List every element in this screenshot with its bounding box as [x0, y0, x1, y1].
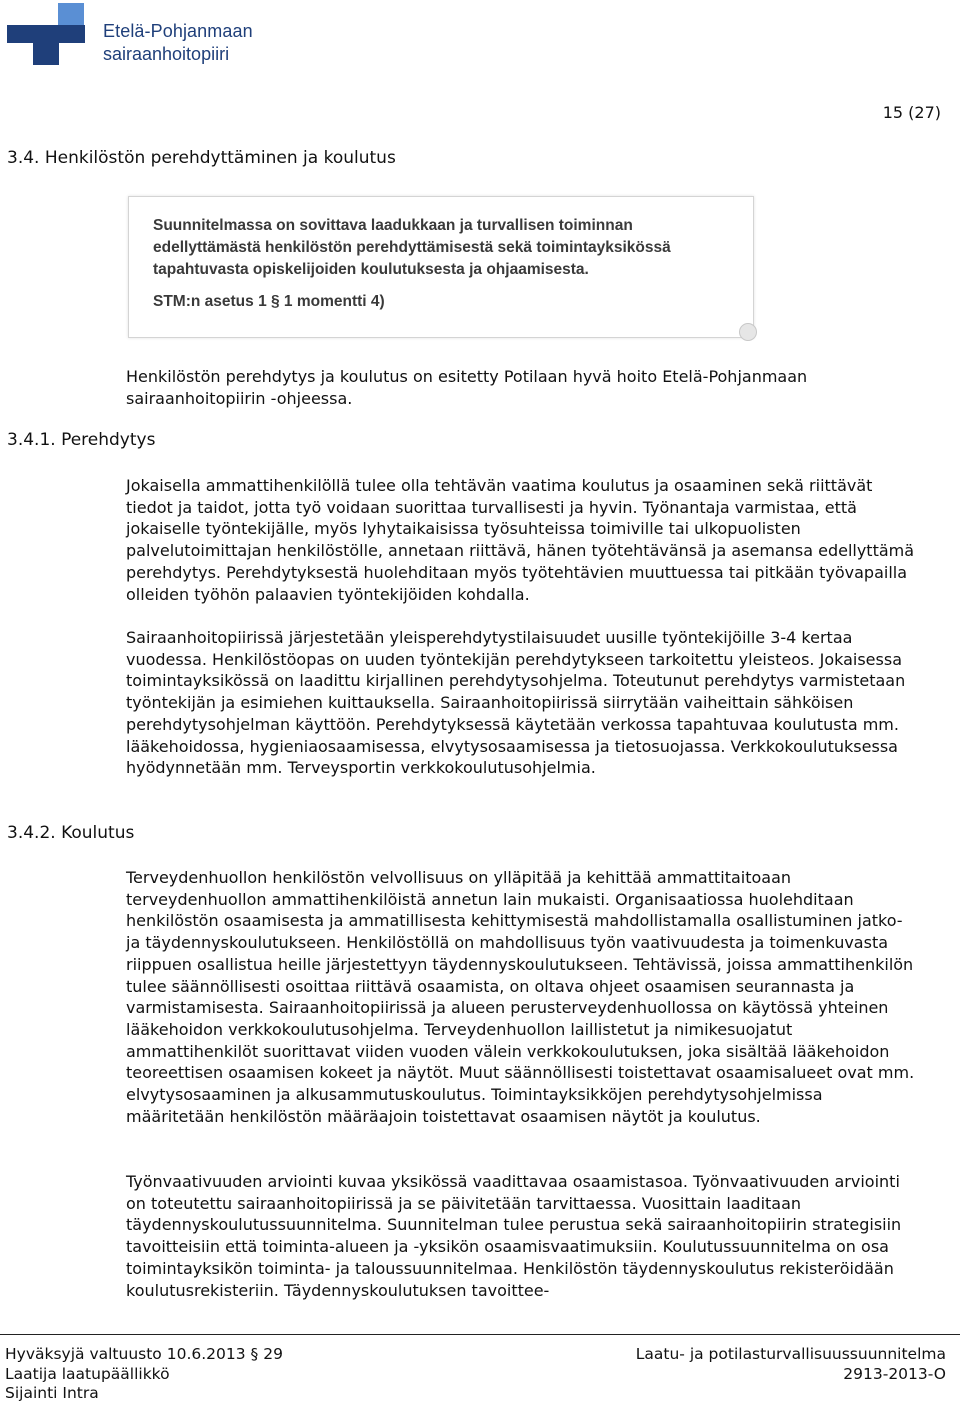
footer-doc-code: 2913-2013-O — [843, 1364, 946, 1383]
logo-text — [103, 20, 253, 66]
paragraph-perehdytys-2: Sairaanhoitopiirissä järjestetään yleisperehdytystilaisuudet uusille työntekijöille 3-4 kertaa vuodessa. Henkilöstöopas on uuden työntekijän perehdytykseen tarkoitettu yleisteos. Jokaisessa toimintayksikössä on laadittu kirjallinen perehdytysohjelma. Toteutunut perehdytys varmistetaan työntekijän ja esimiehen kuittauksella. Sairaanhoitopiirissä siirrytään vaiheittain sähköisen perehdytysohjelman käyttöön. Perehdytyksessä käytetään verkossa tapahtuvaa koulutusta mm. lääkehoidossa, hygieniaosaamisessa, elvytysosaamisessa ja tietosuojassa. Verkkokoulutuksessa hyödynnetään mm. Terveysportin verkkokoulutusohjelmia. — [126, 628, 906, 778]
paragraph-intro: Henkilöstön perehdytys ja koulutus on esitetty Potilaan hyvä hoito Etelä-Pohjanmaan sairaanhoitopiirin -ohjeessa. — [126, 367, 808, 408]
subsection-title-koulutus: 3.4.2. Koulutus — [7, 823, 135, 843]
regulation-callout — [128, 196, 754, 338]
organization-logo — [0, 0, 300, 75]
footer-doc-title: Laatu- ja potilasturvallisuussuunnitelma — [635, 1345, 946, 1363]
footer-right — [636, 1345, 946, 1384]
footer-location: Sijainti Intra — [5, 1384, 99, 1402]
footer-author: Laatija laatupäällikkö — [5, 1364, 170, 1383]
subsection-title-perehdytys: 3.4.1. Perehdytys — [7, 430, 156, 450]
callout-text: Suunnitelmassa on sovittava laadukkaan ja turvallisen toiminnan edellyttämästä henkilöstön perehdyttämisestä sekä toimintayksikössä tapahtuvasta opiskelijoiden koulutuksesta ja ohjaamisesta. — [153, 217, 671, 278]
logo-line-2: sairaanhoitopiiri — [103, 44, 230, 64]
footer-left — [5, 1345, 283, 1404]
paragraph-koulutus-2: Työnvaativuuden arviointi kuvaa yksikössä vaadittavaa osaamistasoa. Työnvaativuuden arviointi on toteutettu sairaanhoitopiirissä ja se päivitetään tarvittaessa. Vuosittain laaditaan täydennyskoulutussuunnitelma. Suunnitelman tulee perustua sekä sairaanhoitopiirin strategisiin tavoitteisiin että toiminta-alueen ja -yksikön osaamisvaatimuksiin. Koulutussuunnitelma on osa toimintayksikön toiminta- ja taloussuunnitelmaa. Henkilöstön täydennyskoulutus rekisteröidään koulutusrekisteriin. Täydennyskoulutuksen tavoittee- — [126, 1172, 902, 1300]
section-title: 3.4. Henkilöstön perehdyttäminen ja koulutus — [7, 148, 396, 168]
logo-line-1: Etelä-Pohjanmaan — [103, 21, 253, 41]
paragraph-perehdytys-1: Jokaisella ammattihenkilöllä tulee olla tehtävän vaatima koulutus ja osaaminen sekä riittävät tiedot ja taidot, jotta työ voidaan suorittaa turvallisesti ja hyvin. Työnantaja varmistaa, että jokaiselle työntekijälle, myös lyhytaikaisissa työsuhteissa toimiville tai ulkopuolisten palvelutoimittajan henkilöstölle, annetaan riittävä, hänen työtehtävänsä ja asemansa edellyttämä perehdytys. Perehdytyksestä huolehditaan myös työtehtävien muuttuessa tai pitkään työvapailla olleiden työhön palaavien työntekijöiden kohdalla. — [126, 476, 915, 604]
corner-curl-icon — [739, 323, 757, 341]
footer-approved: Hyväksyjä valtuusto 10.6.2013 § 29 — [5, 1345, 283, 1363]
logo-cross-icon — [0, 0, 100, 70]
paragraph-koulutus-1: Terveydenhuollon henkilöstön velvollisuus on ylläpitää ja kehittää ammattitaitoaan terveydenhuollon ammattihenkilöistä annetun lain mukaisti. Organisaatiossa huolehditaan henkilöstön osaamisesta ja ammatillisesta kehittymisestä mahdollistamalla osallistuminen jatko- ja täydennyskoulutukseen. Henkilöstöllä on mahdollisuus työn vaativuudesta ja toimenkuvasta riippuen osallistua heille järjestettyyn täydennyskoulutukseen. Tehtävissä, joissa ammattihenkilön tulee säännöllisesti osoittaa riittävä osaamista, on oltava ohjeet osaamisen seurannasta ja varmistamisesta. Sairaanhoitopiirissä ja alueen perusterveydenhuollossa on käytössä yhteinen lääkehoidon verkkokoulutusohjelma. Terveydenhuollon laillistetut ja nimikesuojatut ammattihenkilöt suorittavat viiden vuoden välein verkkokoulutuksen, joka sisältää lääkehoidon teoreettisen osaamisen kokeet ja näytöt. Muut säännöllisesti toistettavat osaamisalueet ovat mm. elvytysosaaminen ja alkusammutuskoulutus. Toimintayksikköjen perehdytysohjelmissa määritetään henkilöstön määräajoin toistettavat osaamisen näytöt ja koulutus. — [126, 868, 915, 1126]
callout-content — [153, 215, 743, 313]
callout-reference: STM:n asetus 1 § 1 momentti 4) — [153, 293, 385, 310]
page-number: 15 (27) — [882, 103, 941, 122]
footer-divider — [0, 1334, 960, 1335]
